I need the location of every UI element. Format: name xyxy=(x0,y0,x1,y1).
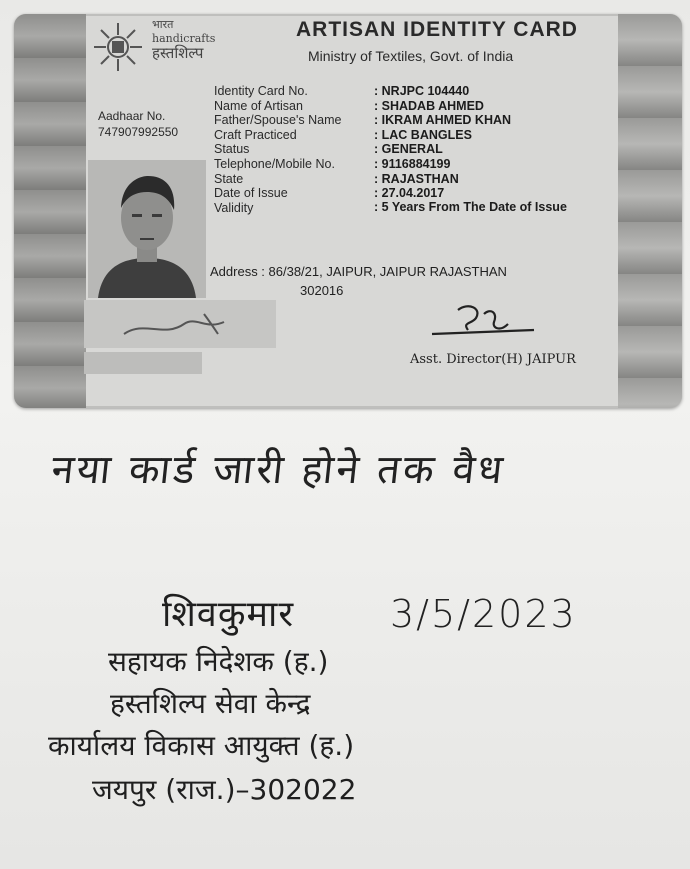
field-value: : GENERAL xyxy=(374,142,443,157)
logo-handicrafts: handicrafts xyxy=(152,32,216,45)
field-label: Validity xyxy=(214,200,254,215)
field-value: : 27.04.2017 xyxy=(374,186,445,201)
logo-text xyxy=(152,18,215,60)
field-label: State xyxy=(214,171,244,186)
card-address xyxy=(210,262,507,300)
field-label: Telephone/Mobile No. xyxy=(214,156,335,171)
field-label: Status xyxy=(214,142,250,157)
asst-director-label: Asst. Director(H) JAIPUR xyxy=(410,352,576,367)
artisan-photo xyxy=(88,160,206,298)
field-row xyxy=(214,186,604,201)
field-value: : SHADAB AHMED xyxy=(374,98,484,113)
field-label: Father/Spouse's Name xyxy=(214,113,342,128)
field-value: : RAJASTHAN xyxy=(374,171,459,186)
handwritten-validity-note: नया कार्ड जारी होने तक वैध xyxy=(49,447,508,493)
handicrafts-emblem-icon xyxy=(92,21,144,73)
field-row xyxy=(214,201,604,216)
stamp-line-3: कार्यालय विकास आयुक्त (ह.) xyxy=(48,729,355,762)
stamp-line-2: हस्तशिल्प सेवा केन्द्र xyxy=(110,687,311,720)
address-line-2: 302016 xyxy=(300,283,344,298)
field-row xyxy=(214,99,604,114)
logo-hindi-big: हस्तशिल्प xyxy=(152,44,204,62)
card-fields xyxy=(214,84,604,215)
field-row xyxy=(214,128,604,143)
stamp-line-4: जयपुर (राज.)–302022 xyxy=(92,773,357,806)
aadhaar-value: 747907992550 xyxy=(98,125,179,139)
card-subtitle: Ministry of Textiles, Govt. of India xyxy=(308,48,514,64)
field-value: : 9116884199 xyxy=(374,156,451,171)
handwritten-signature: शिवकुमार xyxy=(162,594,295,635)
card-left-edge xyxy=(14,14,86,408)
card-right-edge xyxy=(618,14,682,408)
handicrafts-logo xyxy=(92,16,272,78)
aadhaar-block xyxy=(98,108,178,140)
field-value: : 5 Years From The Date of Issue xyxy=(374,199,567,214)
card-stamp-strip xyxy=(84,352,202,374)
field-label: Craft Practiced xyxy=(214,127,297,142)
field-row xyxy=(214,113,604,128)
field-value: : NRJPC 104440 xyxy=(374,84,470,98)
field-row xyxy=(214,142,604,157)
address-line-1: Address : 86/38/21, JAIPUR, JAIPUR RAJASTHAN xyxy=(210,264,507,279)
artisan-signature-area xyxy=(84,300,276,348)
card-title: ARTISAN IDENTITY CARD xyxy=(296,18,578,41)
field-row xyxy=(214,84,604,99)
logo-hindi-top: भारत xyxy=(152,18,174,31)
field-row xyxy=(214,157,604,172)
field-label: Identity Card No. xyxy=(214,84,308,98)
aadhaar-label: Aadhaar No. xyxy=(98,109,166,123)
director-signature xyxy=(428,300,538,348)
stamp-line-1: सहायक निदेशक (ह.) xyxy=(108,645,329,678)
field-value: : LAC BANGLES xyxy=(374,127,472,142)
field-value: : IKRAM AHMED KHAN xyxy=(374,113,512,128)
field-label: Name of Artisan xyxy=(214,98,303,113)
field-label: Date of Issue xyxy=(214,186,288,201)
handwritten-date: 3/5/2023 xyxy=(390,592,577,636)
field-row xyxy=(214,172,604,187)
